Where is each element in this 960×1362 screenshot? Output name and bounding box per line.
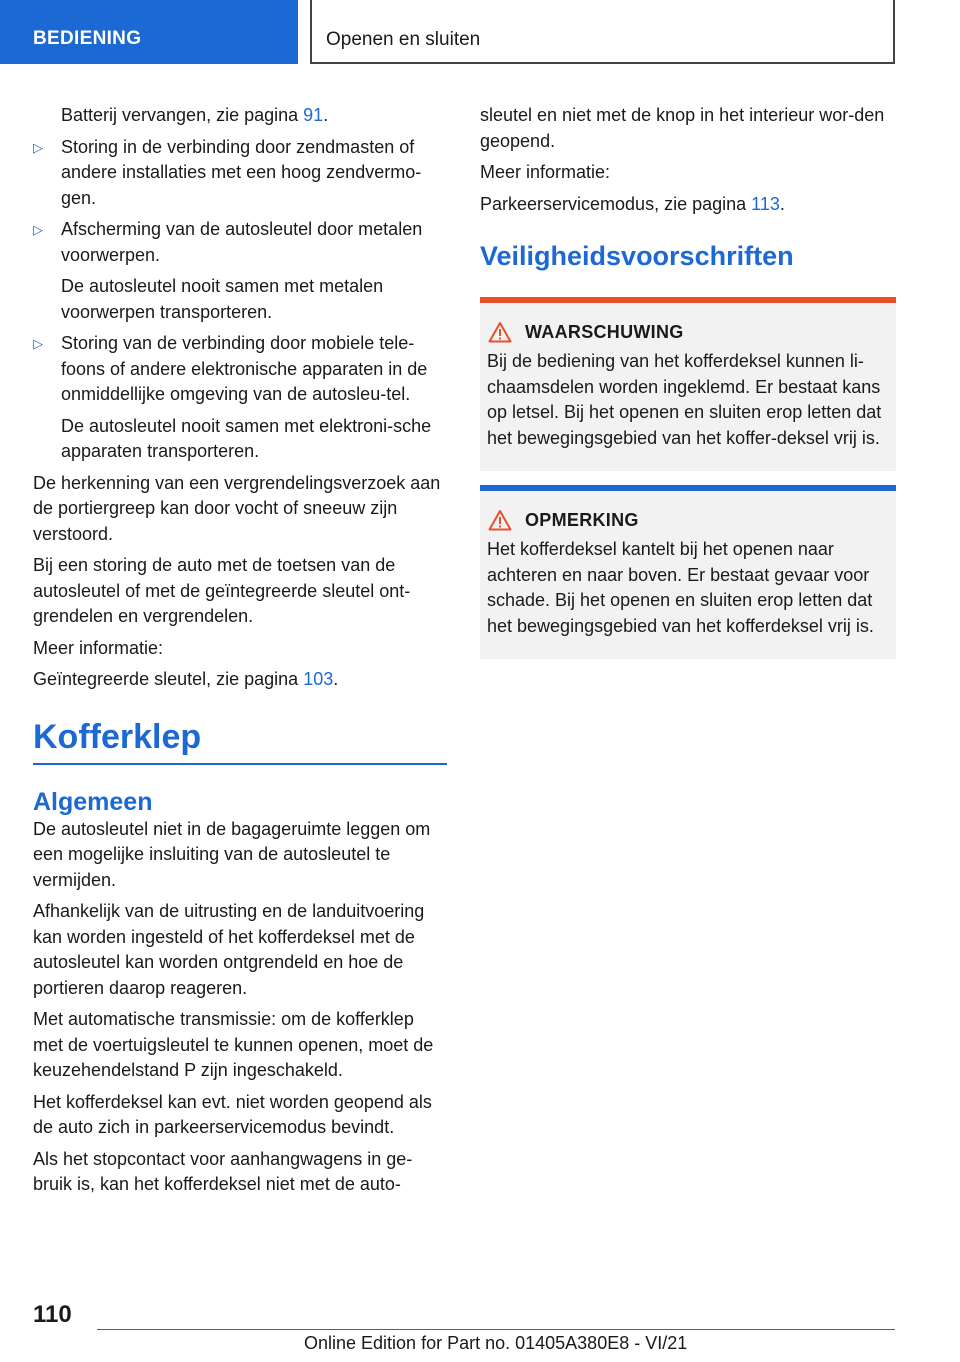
- list-item-note: De autosleutel nooit samen met elektroni-sche apparaten transporteren.: [61, 415, 432, 461]
- warning-icon: [488, 321, 512, 343]
- note-title: OPMERKING: [487, 509, 888, 531]
- page-link-113[interactable]: 113: [751, 193, 780, 214]
- section-title: BEDIENING: [33, 28, 142, 49]
- subheading-veiligheidsvoorschriften: Veiligheidsvoorschriften: [480, 241, 794, 271]
- paragraph: Met automatische transmissie: om de kofferklep met de voertuigsleutel te kunnen openen, moet de keuzehendelstand P zijn ingeschakeld.: [33, 1009, 434, 1080]
- warning-box: [480, 297, 896, 471]
- footer-divider: [97, 1329, 895, 1330]
- chapter-title: Openen en sluiten: [326, 29, 481, 50]
- parking-mode-reference: Parkeerservicemodus, zie pagina 113.: [480, 193, 785, 214]
- key-reference: Geïntegreerde sleutel, zie pagina 103.: [33, 669, 339, 689]
- paragraph: Meer informatie:: [33, 637, 164, 658]
- left-column: [33, 103, 447, 1204]
- warning-title: WAARSCHUWING: [487, 321, 888, 343]
- paragraph: Bij een storing de auto met de toetsen van de autosleutel of met de geïntegreerde sleutel ont-grendelen en vergrendelen.: [33, 555, 411, 626]
- list-item: ▷ Afscherming van de autosleutel door metalen voorwerpen.: [33, 219, 423, 265]
- list-item-note: De autosleutel nooit samen met metalen voorwerpen transporteren.: [61, 276, 384, 322]
- note-box: [480, 485, 896, 659]
- section-tab[interactable]: [0, 0, 298, 64]
- note-text: Het kofferdeksel kantelt bij het openen naar achteren en naar boven. Er bestaat gevaar voor schade. Bij het openen en sluiten erop letten dat het bewegingsgebied van het kofferdeksel vrij is.: [487, 539, 874, 636]
- footer-edition: Online Edition for Part no. 01405A380E8 - VI/21: [304, 1333, 688, 1353]
- list-item: ▷ Storing in de verbinding door zendmasten of andere installaties met een hoog zendvermo-gen.: [33, 136, 422, 208]
- paragraph: sleutel en niet met de knop in het interieur wor-den geopend.: [480, 105, 885, 151]
- warning-icon: [488, 509, 512, 531]
- right-column: [480, 103, 896, 673]
- page-link-103[interactable]: 103: [303, 669, 334, 689]
- warning-text: Bij de bediening van het kofferdeksel kunnen li-chaamsdelen worden ingeklemd. Er bestaat kans op letsel. Bij het openen en sluiten erop letten dat het bewegingsgebied van het koffer-deksel vrij is.: [487, 351, 882, 448]
- battery-reference: Batterij vervangen, zie pagina 91.: [61, 105, 329, 125]
- paragraph: Het kofferdeksel kan evt. niet worden geopend als de auto zich in parkeerservicemodus bevindt.: [33, 1091, 432, 1137]
- subheading-algemeen: Algemeen: [33, 787, 153, 816]
- paragraph: Als het stopcontact voor aanhangwagens in ge-bruik is, kan het kofferdeksel niet met de auto-: [33, 1148, 413, 1194]
- bullet-triangle-icon: ▷: [33, 336, 43, 351]
- paragraph: De herkenning van een vergrendelingsverzoek aan de portiergreep kan door vocht of sneeuw zijn verstoord.: [33, 472, 441, 544]
- paragraph: De autosleutel niet in de bagageruimte leggen om een mogelijke insluiting van de autosleutel te vermijden.: [33, 818, 431, 890]
- page-number: 110: [33, 1301, 72, 1328]
- paragraph: Meer informatie:: [480, 162, 611, 182]
- section-heading-kofferklep: Kofferklep: [33, 717, 447, 765]
- page-link-91[interactable]: 91: [303, 105, 324, 125]
- bullet-triangle-icon: ▷: [33, 222, 43, 237]
- list-item: ▷ Storing van de verbinding door mobiele tele-foons of andere elektronische apparaten in de onmiddellijke omgeving van de autosleu-tel.: [33, 333, 428, 404]
- paragraph: Afhankelijk van de uitrusting en de landuitvoering kan worden ingesteld of het kofferdeksel met de autosleutel kan worden ontgrendeld en hoe de portieren daarop reageren.: [33, 901, 425, 998]
- bullet-triangle-icon: ▷: [33, 139, 43, 155]
- chapter-header: [310, 0, 895, 64]
